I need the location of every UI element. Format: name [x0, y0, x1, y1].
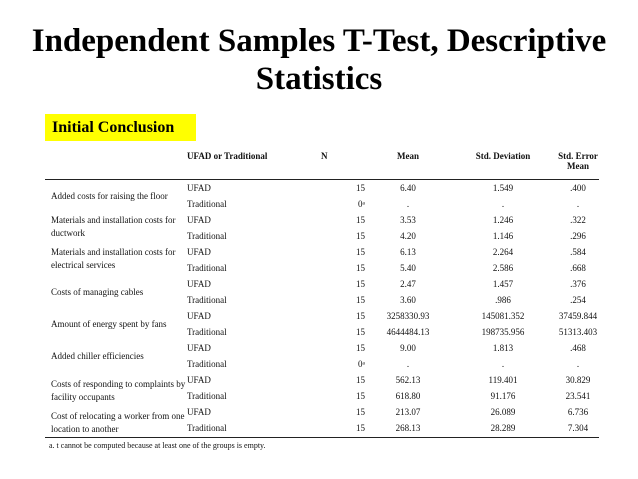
table-row [45, 308, 599, 324]
n-cell: 15 [356, 279, 365, 289]
mean-cell: 6.13 [400, 247, 416, 257]
table-header [45, 141, 599, 180]
std-error-cell: . [576, 199, 580, 209]
table-row [45, 180, 599, 196]
table-group [45, 244, 599, 276]
std-deviation-cell: 26.089 [490, 407, 516, 417]
header-std-deviation: Std. Deviation [475, 151, 531, 161]
table-row [45, 372, 599, 388]
group-cell: Traditional [187, 263, 227, 273]
std-deviation-cell: . [501, 199, 505, 209]
mean-cell: 2.47 [400, 279, 416, 289]
std-deviation-cell: 145081.352 [481, 311, 525, 321]
std-deviation-cell: 28.289 [490, 423, 516, 433]
std-error-cell: . [576, 359, 580, 369]
n-cell: 15 [356, 311, 365, 321]
mean-cell: 562.13 [395, 375, 421, 385]
table-row [45, 228, 599, 244]
table-group [45, 404, 599, 436]
initial-conclusion-badge: Initial Conclusion [45, 114, 196, 141]
std-deviation-cell: . [501, 359, 505, 369]
group-cell: Traditional [187, 199, 227, 209]
std-error-cell: .668 [570, 263, 586, 273]
std-deviation-cell: 1.813 [492, 343, 514, 353]
table-footnote: a. t cannot be computed because at least one of the groups is empty. [45, 437, 599, 450]
std-error-cell: 7.304 [567, 423, 589, 433]
mean-cell: 3.60 [400, 295, 416, 305]
group-cell: UFAD [187, 247, 211, 257]
page-title: Independent Samples T-Test, Descriptive Statistics [31, 23, 607, 97]
n-cell: 15 [356, 375, 365, 385]
variable-label: Materials and installation costs for ductwork [51, 215, 176, 238]
n-cell: 15 [356, 327, 365, 337]
std-error-cell: .296 [570, 231, 586, 241]
mean-cell: 4.20 [400, 231, 416, 241]
mean-cell: 618.80 [395, 391, 421, 401]
table-group [45, 180, 599, 212]
n-cell: 0ᵃ [358, 359, 365, 369]
table-row [45, 388, 599, 404]
table-row [45, 244, 599, 260]
table-group [45, 372, 599, 404]
std-error-cell: 30.829 [565, 375, 591, 385]
group-cell: UFAD [187, 311, 211, 321]
table-row [45, 356, 599, 372]
n-cell: 15 [356, 407, 365, 417]
group-cell: UFAD [187, 407, 211, 417]
std-deviation-cell: 1.457 [492, 279, 514, 289]
table-row [45, 404, 599, 420]
std-deviation-cell: 2.264 [492, 247, 514, 257]
n-cell: 15 [356, 263, 365, 273]
mean-cell: 5.40 [400, 263, 416, 273]
mean-cell: 268.13 [395, 423, 421, 433]
std-error-cell: .468 [570, 343, 586, 353]
variable-label: Costs of responding to complaints by facility occupants [51, 379, 186, 402]
header-mean: Mean [397, 151, 419, 161]
group-cell: Traditional [187, 295, 227, 305]
table-group [45, 212, 599, 244]
table-row [45, 260, 599, 276]
group-cell: UFAD [187, 279, 211, 289]
variable-label: Added costs for raising the floor [51, 191, 168, 201]
std-deviation-cell: 2.586 [492, 263, 514, 273]
group-cell: Traditional [187, 327, 227, 337]
mean-cell: 6.40 [400, 183, 416, 193]
std-deviation-cell: 1.246 [492, 215, 514, 225]
n-cell: 15 [356, 423, 365, 433]
mean-cell: 9.00 [400, 343, 416, 353]
n-cell: 15 [356, 215, 365, 225]
std-deviation-cell: 91.176 [490, 391, 516, 401]
descriptive-statistics-table [45, 141, 599, 450]
std-error-cell: 51313.403 [558, 327, 598, 337]
std-error-cell: 6.736 [567, 407, 589, 417]
mean-cell: 3258330.93 [386, 311, 430, 321]
group-cell: Traditional [187, 359, 227, 369]
mean-cell: 4644484.13 [386, 327, 430, 337]
n-cell: 15 [356, 391, 365, 401]
table-group [45, 340, 599, 372]
mean-cell: . [406, 199, 410, 209]
variable-label: Amount of energy spent by fans [51, 319, 167, 329]
table-row [45, 324, 599, 340]
group-cell: Traditional [187, 423, 227, 433]
variable-label: Cost of relocating a worker from one location to another [51, 411, 185, 434]
table-row [45, 196, 599, 212]
mean-cell: 3.53 [400, 215, 416, 225]
std-deviation-cell: .986 [495, 295, 511, 305]
std-error-cell: .322 [570, 215, 586, 225]
group-cell: UFAD [187, 343, 211, 353]
std-error-cell: .400 [570, 183, 586, 193]
std-error-cell: 23.541 [565, 391, 591, 401]
header-n: N [321, 151, 328, 161]
std-deviation-cell: 1.549 [492, 183, 514, 193]
std-deviation-cell: 198735.956 [481, 327, 525, 337]
header-group: UFAD or Traditional [187, 151, 268, 161]
table-row [45, 212, 599, 228]
std-deviation-cell: 1.146 [492, 231, 514, 241]
mean-cell: . [406, 359, 410, 369]
std-error-cell: 37459.844 [558, 311, 598, 321]
table-row [45, 340, 599, 356]
group-cell: UFAD [187, 215, 211, 225]
n-cell: 15 [356, 343, 365, 353]
table-row [45, 292, 599, 308]
table-group [45, 308, 599, 340]
std-deviation-cell: 119.401 [488, 375, 518, 385]
mean-cell: 213.07 [395, 407, 421, 417]
std-error-cell: .584 [570, 247, 586, 257]
variable-label: Added chiller efficiencies [51, 351, 144, 361]
variable-label: Costs of managing cables [51, 287, 144, 297]
n-cell: 15 [356, 247, 365, 257]
group-cell: Traditional [187, 391, 227, 401]
n-cell: 15 [356, 183, 365, 193]
variable-label: Materials and installation costs for electrical services [51, 247, 176, 270]
group-cell: UFAD [187, 183, 211, 193]
n-cell: 15 [356, 295, 365, 305]
table-row [45, 276, 599, 292]
group-cell: Traditional [187, 231, 227, 241]
n-cell: 0ᵃ [358, 199, 365, 209]
std-error-cell: .254 [570, 295, 586, 305]
table-body [45, 180, 599, 436]
table-group [45, 276, 599, 308]
group-cell: UFAD [187, 375, 211, 385]
n-cell: 15 [356, 231, 365, 241]
table-row [45, 420, 599, 436]
header-std-error-mean: Std. Error Mean [558, 151, 598, 171]
std-error-cell: .376 [570, 279, 586, 289]
